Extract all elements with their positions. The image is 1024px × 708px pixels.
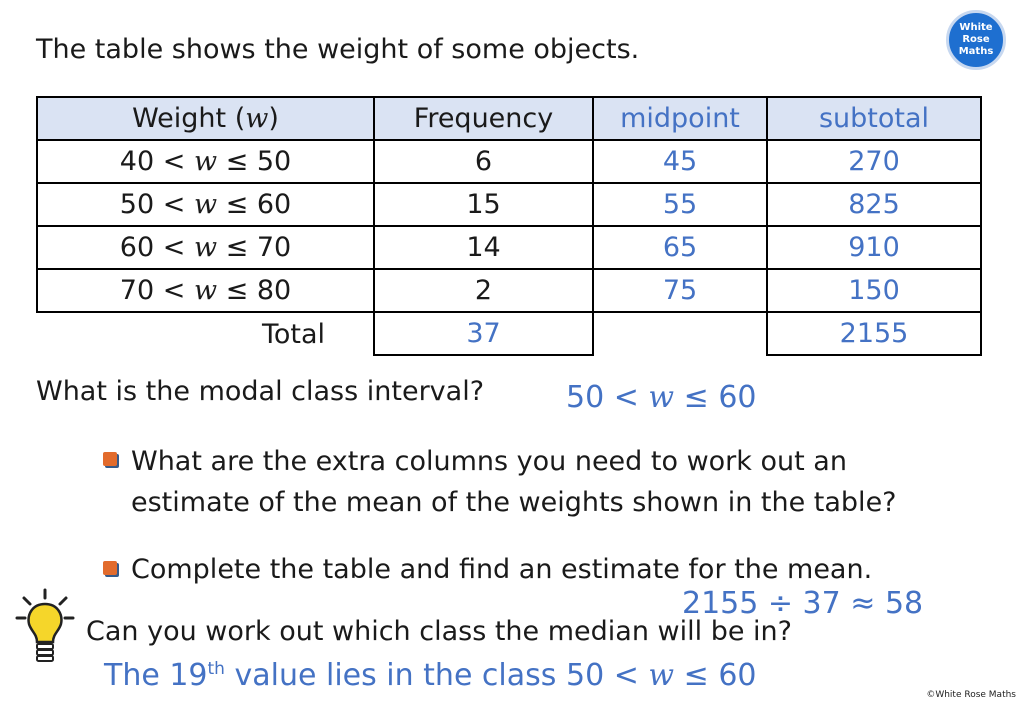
header-subtotal: subtotal	[767, 97, 981, 140]
table-row	[37, 140, 981, 183]
frequency-cell: 6	[374, 140, 593, 183]
subtotal-cell: 150	[767, 269, 981, 312]
total-frequency: 37	[374, 312, 593, 355]
subtotal-cell: 825	[767, 183, 981, 226]
frequency-cell: 14	[374, 226, 593, 269]
frequency-cell: 15	[374, 183, 593, 226]
bullet-icon	[103, 561, 117, 575]
midpoint-cell: 65	[593, 226, 767, 269]
median-class-answer: 50 < w ≤ 60	[566, 658, 757, 693]
midpoint-cell: 75	[593, 269, 767, 312]
total-label: Total	[261, 318, 325, 350]
midpoint-cell: 55	[593, 183, 767, 226]
frequency-cell: 2	[374, 269, 593, 312]
extra-columns-line-2: estimate of the mean of the weights shown in the table?	[131, 487, 897, 518]
median-answer: The 19th value lies in the class	[104, 658, 557, 693]
table-row	[37, 226, 981, 269]
header-frequency: Frequency	[374, 97, 593, 140]
white-rose-maths-logo	[946, 10, 1006, 70]
weight-interval: 50 < w ≤ 60	[37, 183, 374, 226]
copyright-text: ©White Rose Maths	[926, 690, 1016, 700]
total-subtotal: 2155	[767, 312, 981, 355]
table-total-row	[37, 312, 981, 355]
mean-answer: 2155 ÷ 37 ≈ 58	[682, 586, 924, 621]
modal-answer: 50 < w ≤ 60	[566, 380, 757, 415]
total-midpoint-empty	[593, 312, 767, 355]
table-row	[37, 269, 981, 312]
subtotal-cell: 910	[767, 226, 981, 269]
bullet-icon	[103, 452, 117, 466]
extra-columns-question	[131, 441, 897, 523]
header-weight: Weight (w)	[37, 97, 374, 140]
modal-question: What is the modal class interval?	[36, 376, 485, 407]
table-header-row	[37, 97, 981, 140]
header-midpoint: midpoint	[593, 97, 767, 140]
frequency-table	[36, 96, 982, 356]
weight-interval: 70 < w ≤ 80	[37, 269, 374, 312]
logo-line-1: White	[959, 22, 993, 33]
lightbulb-icon	[14, 588, 76, 668]
median-question: Can you work out which class the median will be in?	[86, 616, 792, 647]
table-row	[37, 183, 981, 226]
subtotal-cell: 270	[767, 140, 981, 183]
page-title: The table shows the weight of some objects.	[36, 34, 640, 65]
weight-interval: 60 < w ≤ 70	[37, 226, 374, 269]
complete-table-question: Complete the table and find an estimate for the mean.	[131, 554, 873, 585]
extra-columns-line-1: What are the extra columns you need to work out an	[131, 446, 847, 477]
logo-line-2: Rose	[962, 34, 990, 45]
midpoint-cell: 45	[593, 140, 767, 183]
weight-interval: 40 < w ≤ 50	[37, 140, 374, 183]
logo-line-3: Maths	[958, 46, 994, 57]
